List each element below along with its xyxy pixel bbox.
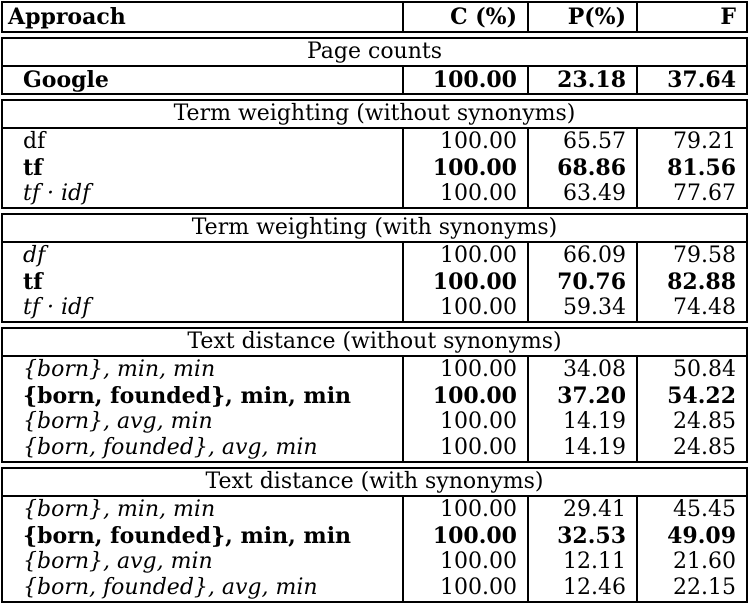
cell-c: 100.00 (403, 549, 528, 575)
cell-f: 22.15 (637, 575, 747, 602)
cell-p: 65.57 (528, 128, 637, 155)
table-row (2, 242, 747, 269)
cell-c: 100.00 (403, 269, 528, 295)
cell-f: 79.21 (637, 128, 747, 155)
cell-f: 79.58 (637, 242, 747, 269)
table-row (2, 496, 747, 523)
cell-approach: tf · idf (2, 181, 403, 208)
cell-approach: {born}, avg, min (2, 549, 403, 575)
cell-c: 100.00 (403, 66, 528, 94)
cell-p: 12.11 (528, 549, 637, 575)
cell-p: 14.19 (528, 409, 637, 435)
table-row (2, 66, 747, 94)
cell-approach: {born}, avg, min (2, 409, 403, 435)
cell-f: 82.88 (637, 269, 747, 295)
cell-p: 12.46 (528, 575, 637, 602)
table-row (2, 523, 747, 549)
cell-f: 37.64 (637, 66, 747, 94)
cell-f: 81.56 (637, 155, 747, 181)
cell-c: 100.00 (403, 295, 528, 322)
cell-approach: {born, founded}, avg, min (2, 435, 403, 462)
table-row (2, 549, 747, 575)
cell-p: 34.08 (528, 356, 637, 383)
cell-approach: {born, founded}, min, min (2, 383, 403, 409)
cell-approach: tf (2, 155, 403, 181)
table-row (2, 383, 747, 409)
cell-approach: tf (2, 269, 403, 295)
header-p: P(%) (528, 2, 637, 32)
cell-c: 100.00 (403, 242, 528, 269)
cell-c: 100.00 (403, 181, 528, 208)
cell-c: 100.00 (403, 128, 528, 155)
cell-c: 100.00 (403, 523, 528, 549)
cell-p: 63.49 (528, 181, 637, 208)
section-header (2, 214, 747, 242)
cell-f: 74.48 (637, 295, 747, 322)
cell-approach: tf · idf (2, 295, 403, 322)
cell-f: 21.60 (637, 549, 747, 575)
cell-f: 24.85 (637, 409, 747, 435)
cell-p: 37.20 (528, 383, 637, 409)
cell-approach: {born}, min, min (2, 356, 403, 383)
table-row (2, 409, 747, 435)
section-title: Text distance (without synonyms) (2, 328, 747, 356)
table-row (2, 128, 747, 155)
section-title: Term weighting (without synonyms) (2, 100, 747, 128)
section-title: Page counts (2, 38, 747, 66)
section-title: Text distance (with synonyms) (2, 468, 747, 496)
table-row (2, 295, 747, 322)
cell-c: 100.00 (403, 409, 528, 435)
header-c: C (%) (403, 2, 528, 32)
cell-p: 70.76 (528, 269, 637, 295)
cell-c: 100.00 (403, 383, 528, 409)
cell-approach: df (2, 242, 403, 269)
header-f: F (637, 2, 747, 32)
cell-f: 45.45 (637, 496, 747, 523)
section-header (2, 328, 747, 356)
cell-f: 50.84 (637, 356, 747, 383)
cell-c: 100.00 (403, 435, 528, 462)
header-row (2, 2, 747, 32)
cell-approach: Google (2, 66, 403, 94)
table-row (2, 181, 747, 208)
cell-f: 24.85 (637, 435, 747, 462)
cell-approach: {born}, min, min (2, 496, 403, 523)
cell-approach: {born, founded}, avg, min (2, 575, 403, 602)
cell-c: 100.00 (403, 496, 528, 523)
cell-c: 100.00 (403, 575, 528, 602)
cell-p: 23.18 (528, 66, 637, 94)
section-title: Term weighting (with synonyms) (2, 214, 747, 242)
cell-p: 29.41 (528, 496, 637, 523)
cell-c: 100.00 (403, 155, 528, 181)
table-row (2, 575, 747, 602)
header-approach: Approach (2, 2, 403, 32)
cell-p: 68.86 (528, 155, 637, 181)
table-row (2, 269, 747, 295)
cell-approach: {born, founded}, min, min (2, 523, 403, 549)
results-table (1, 1, 748, 603)
cell-p: 32.53 (528, 523, 637, 549)
cell-p: 59.34 (528, 295, 637, 322)
cell-approach: df (2, 128, 403, 155)
section-header (2, 100, 747, 128)
cell-p: 66.09 (528, 242, 637, 269)
section-header (2, 38, 747, 66)
table-row (2, 435, 747, 462)
cell-c: 100.00 (403, 356, 528, 383)
cell-f: 77.67 (637, 181, 747, 208)
table-row (2, 155, 747, 181)
section-header (2, 468, 747, 496)
cell-f: 54.22 (637, 383, 747, 409)
table-row (2, 356, 747, 383)
cell-p: 14.19 (528, 435, 637, 462)
cell-f: 49.09 (637, 523, 747, 549)
